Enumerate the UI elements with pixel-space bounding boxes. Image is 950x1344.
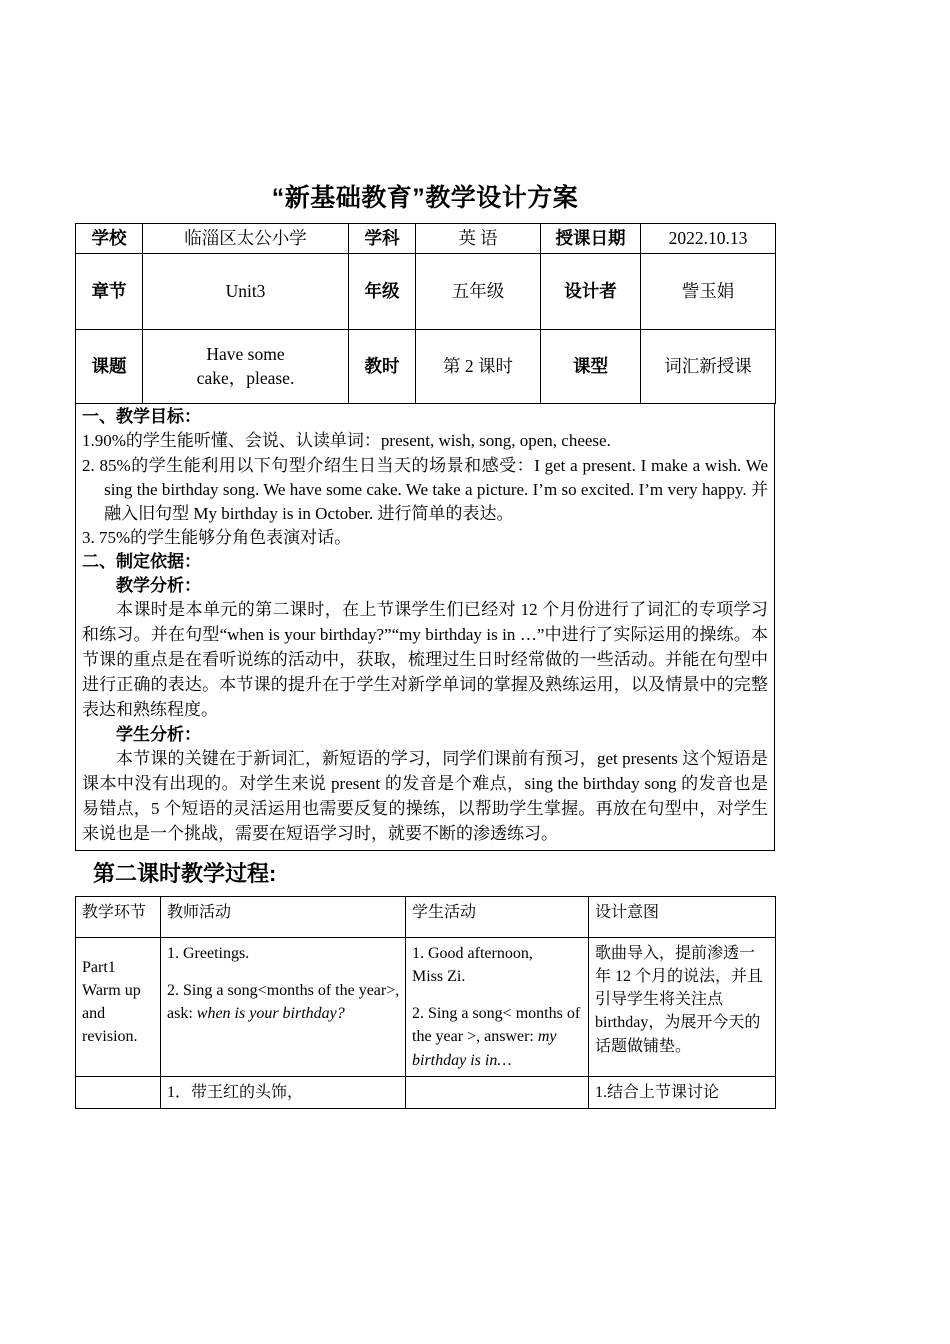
info-value-designer: 訾玉娟 <box>641 254 776 330</box>
objectives-heading: 一、教学目标： <box>82 407 201 427</box>
student-analysis-heading: 学生分析： <box>116 725 201 745</box>
objective-item-1: 1.90%的学生能听懂、会说、认读单词：present, wish, song, open, cheese. <box>82 431 611 451</box>
table-row <box>76 1076 776 1108</box>
teacher-activity-item-2-text: 2. Sing a song<months of the year>, ask: <box>167 982 400 1023</box>
objective-item-2: 2. 85%的学生能利用以下句型介绍生日当天的场景和感受：I get a present. I make a wish. We sing the birthday song. We have some cake. We take a picture. I’m so excited. I’m very happy. 并融入旧句型 My birthday is in October. 进行简单的表达。 <box>82 455 768 523</box>
lesson-info-table <box>75 223 776 404</box>
page-title: “新基础教育”教学设计方案 <box>271 184 579 212</box>
process-student-cell <box>406 1076 589 1108</box>
table-row <box>76 224 776 254</box>
process-teacher-cell: 1．带王红的头饰， <box>161 1076 406 1108</box>
info-label-school: 学校 <box>76 224 143 254</box>
teacher-activity-item-2-question: when is your birthday? <box>196 1005 345 1023</box>
info-label-subject: 学科 <box>349 224 416 254</box>
table-row <box>76 330 776 404</box>
process-col-teacher: 教师活动 <box>161 896 406 937</box>
student-activity-item-1-line2: Miss Zi. <box>412 968 466 986</box>
process-col-intent: 设计意图 <box>589 896 776 937</box>
teacher-activity-item-2 <box>167 979 400 1025</box>
process-col-student: 学生活动 <box>406 896 589 937</box>
student-activity-item-2 <box>412 1002 583 1072</box>
process-intent-cell: 歌曲导入，提前渗透一年 12 个月的说法，并且引导学生将关注点 birthday，为展开今天的话题做铺垫。 <box>589 937 776 1076</box>
process-stage-cell <box>76 1076 161 1108</box>
teaching-analysis-text: 本课时是本单元的第二课时，在上节课学生们已经对 12 个月份进行了词汇的专项学习和练习。并在句型“when is your birthday?”“my birthday is in …”中进行了实际运用的操练。本节课的重点是在看听说练的活动中，获取，梳理过生日时经常做的一些活动。并能在句型中进行正确的表达。本节课的提升在于学生对新学单词的掌握及熟练运用，以及情景中的完整表达和熟练程度。 <box>82 600 768 720</box>
process-heading: 第二课时教学过程: <box>93 861 277 887</box>
info-label-periods: 教时 <box>349 330 416 404</box>
info-value-subject: 英 语 <box>416 224 541 254</box>
process-intent-cell: 1.结合上节课讨论 <box>589 1076 776 1108</box>
info-label-lessontype: 课型 <box>541 330 641 404</box>
teaching-process-table <box>75 896 776 1109</box>
info-label-chapter: 章节 <box>76 254 143 330</box>
spacer <box>167 965 400 979</box>
table-header-row <box>76 896 776 937</box>
spacer <box>412 988 583 1002</box>
info-value-grade: 五年级 <box>416 254 541 330</box>
info-label-topic: 课题 <box>76 330 143 404</box>
process-stage-cell <box>76 937 161 1076</box>
info-label-grade: 年级 <box>349 254 416 330</box>
process-teacher-cell <box>161 937 406 1076</box>
teacher-activity-item-1: 1. Greetings. <box>167 944 250 962</box>
table-row <box>76 937 776 1076</box>
student-activity-item-1-line1: 1. Good afternoon, <box>412 944 533 962</box>
info-value-topic-line2: cake，please. <box>196 367 295 388</box>
info-value-date: 2022.10.13 <box>641 224 776 254</box>
process-stage-line-2: Warm up <box>82 982 141 1000</box>
lesson-body-box <box>75 404 775 851</box>
info-value-topic <box>143 330 349 404</box>
process-stage-line-1: Part1 <box>82 958 116 976</box>
info-label-date: 授课日期 <box>541 224 641 254</box>
table-row <box>76 254 776 330</box>
student-activity-item-2-text: 2. Sing a song< months of the year >, answer: <box>412 1005 581 1046</box>
process-stage-line-4: revision. <box>82 1028 138 1046</box>
info-label-designer: 设计者 <box>541 254 641 330</box>
objective-item-3: 3. 75%的学生能够分角色表演对话。 <box>82 527 352 547</box>
spacer <box>82 942 155 956</box>
info-value-lessontype: 词汇新授课 <box>641 330 776 404</box>
info-value-topic-line1: Have some <box>206 344 285 365</box>
student-activity-item-2-answer: my birthday is in… <box>412 1028 557 1069</box>
process-col-stage: 教学环节 <box>76 896 161 937</box>
document-content <box>75 0 775 1109</box>
process-student-cell <box>406 937 589 1076</box>
process-stage-line-3: and <box>82 1005 106 1023</box>
student-analysis-text: 本节课的关键在于新词汇，新短语的学习，同学们课前有预习，get presents 这个短语是课本中没有出现的。对学生来说 present 的发音是个难点，sing the birthday song 的发音也是易错点，5 个短语的灵活运用也需要反复的操练，以帮助学生掌握。再放在句型中，对学生来说也是一个挑战，需要在短语学习时，就要不断的渗透练习。 <box>82 749 768 844</box>
basis-heading: 二、制定依据： <box>82 552 201 571</box>
teaching-analysis-heading: 教学分析： <box>116 576 201 596</box>
info-value-periods: 第 2 课时 <box>416 330 541 404</box>
info-value-school: 临淄区太公小学 <box>143 224 349 254</box>
info-value-chapter: Unit3 <box>143 254 349 330</box>
